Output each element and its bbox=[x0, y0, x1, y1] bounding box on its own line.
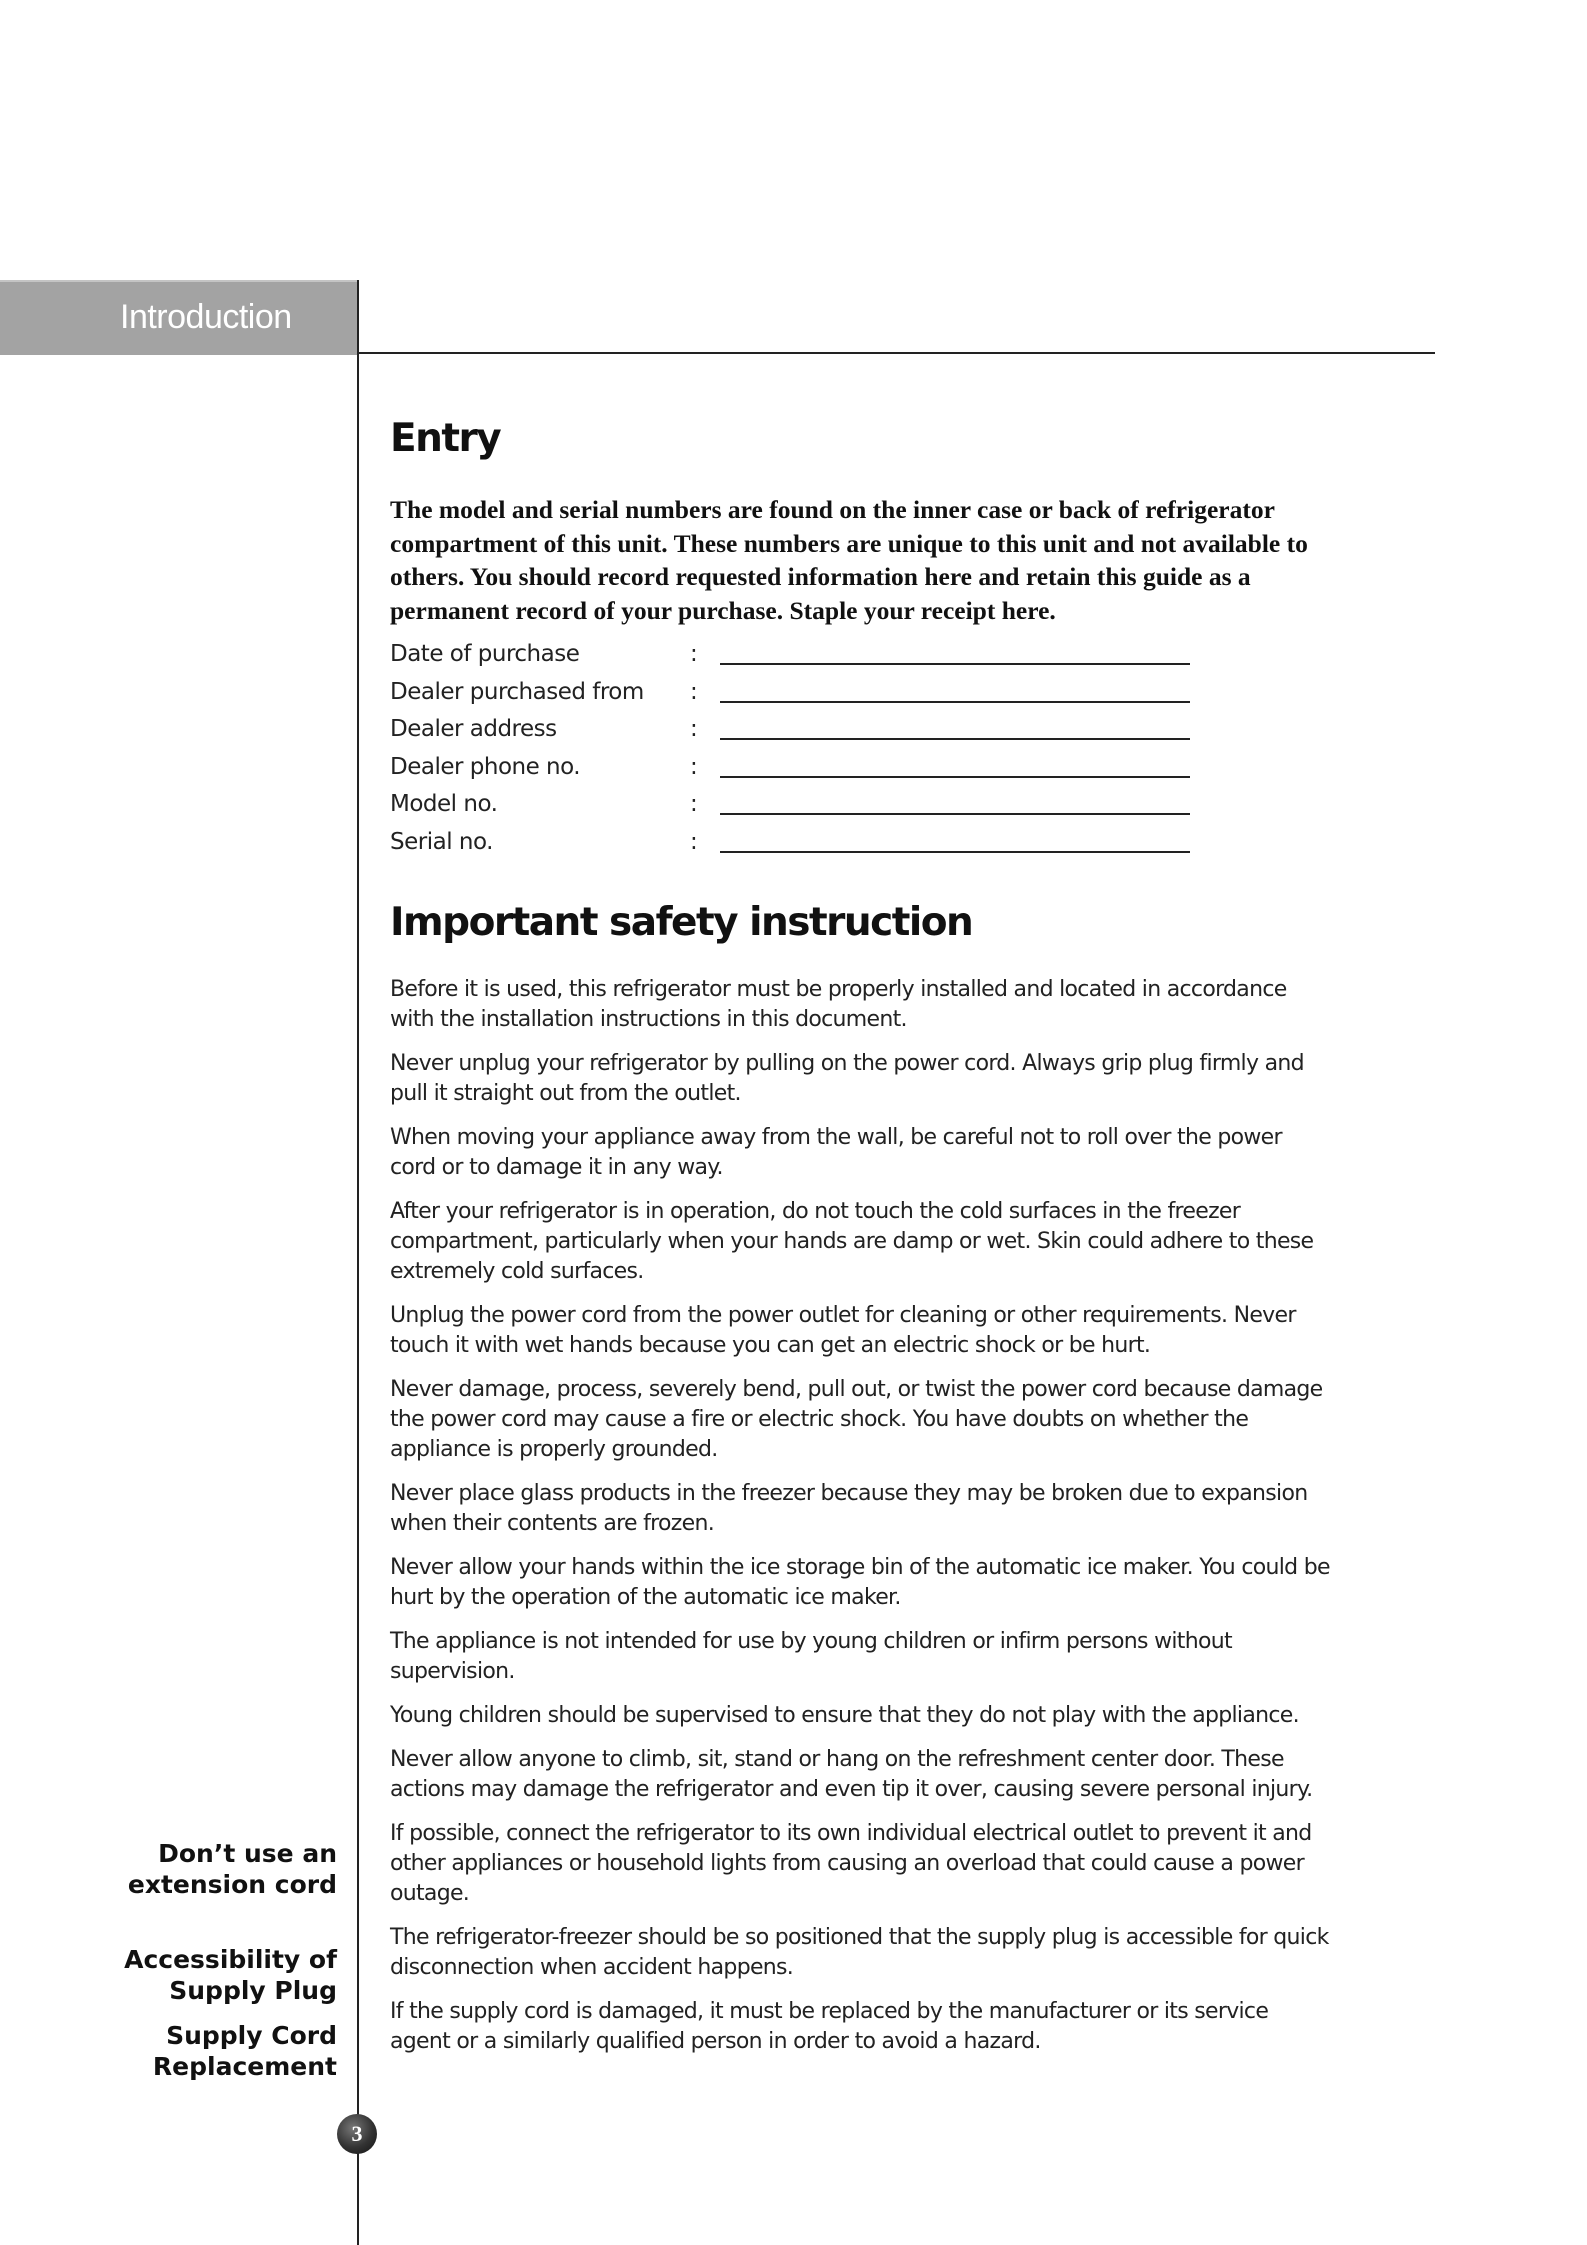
page-number: 3 bbox=[337, 2114, 377, 2154]
side-heading-cord-replacement bbox=[153, 2020, 337, 2082]
side-heading-line: extension cord bbox=[127, 1870, 337, 1899]
safety-paragraph-supply-plug: The refrigerator-freezer should be so positioned that the supply plug is accessible for quick disconnection when accident happens. bbox=[390, 1925, 1329, 1980]
side-heading-extension-cord bbox=[128, 1838, 337, 1900]
safety-paragraph: Never allow your hands within the ice storage bin of the automatic ice maker. You could be hurt by the operation of the automatic ice maker. bbox=[390, 1555, 1330, 1610]
field-colon: : bbox=[690, 753, 698, 780]
field-dealer-phone bbox=[390, 750, 1330, 788]
safety-paragraph-extension-cord: If possible, connect the refrigerator to its own individual electrical outlet to prevent it and other appliances or household lights from causing an overload that could cause a power outage. bbox=[390, 1821, 1312, 1906]
margin-rule bbox=[357, 280, 359, 2245]
fill-in-line bbox=[720, 851, 1190, 853]
fill-in-line bbox=[720, 776, 1190, 778]
fill-in-line bbox=[720, 813, 1190, 815]
record-fields bbox=[390, 637, 1330, 862]
side-heading-line: Supply Cord bbox=[166, 2021, 337, 2050]
side-heading-line: Replacement bbox=[152, 2052, 337, 2081]
field-label: Dealer address bbox=[390, 716, 557, 742]
safety-paragraph: The appliance is not intended for use by young children or infirm persons without supervision. bbox=[390, 1629, 1232, 1684]
field-colon: : bbox=[690, 716, 698, 742]
side-heading-line: Don’t use an bbox=[158, 1839, 337, 1868]
safety-paragraph: Before it is used, this refrigerator must be properly installed and located in accordance with the installation instructions in this document. bbox=[390, 977, 1287, 1032]
field-label: Dealer phone no. bbox=[390, 753, 581, 780]
entry-intro: The model and serial numbers are found on the inner case or back of refrigerator compartment of this unit. These numbers are unique to this unit and not available to others. You should record requested information here and retain this guide as a permanent record of your purchase. Staple your receipt here. bbox=[390, 495, 1308, 625]
field-colon: : bbox=[690, 791, 698, 817]
side-heading-line: Supply Plug bbox=[169, 1976, 337, 2005]
field-colon: : bbox=[690, 828, 698, 855]
section-tab bbox=[0, 280, 357, 355]
field-label: Serial no. bbox=[390, 828, 493, 855]
field-label: Dealer purchased from bbox=[390, 678, 644, 705]
safety-paragraph: Never unplug your refrigerator by pulling on the power cord. Always grip plug firmly and pull it straight out from the outlet. bbox=[390, 1051, 1304, 1106]
safety-paragraph: Never place glass products in the freezer because they may be broken due to expansion when their contents are frozen. bbox=[390, 1481, 1308, 1536]
side-heading-line: Accessibility of bbox=[124, 1945, 337, 1974]
field-label: Date of purchase bbox=[390, 641, 580, 667]
field-colon: : bbox=[690, 678, 698, 705]
field-dealer-purchased-from bbox=[390, 675, 1330, 713]
section-title: Introduction bbox=[120, 298, 292, 336]
safety-paragraph: Never damage, process, severely bend, pull out, or twist the power cord because damage the power cord may cause a fire or electric shock. You have doubts on whether the appliance is properly grounded. bbox=[390, 1377, 1323, 1462]
field-model-no bbox=[390, 787, 1330, 825]
header-rule bbox=[357, 352, 1435, 354]
safety-paragraph: Unplug the power cord from the power outlet for cleaning or other requirements. Never touch it with wet hands because you can get an electric shock or be hurt. bbox=[390, 1303, 1296, 1358]
field-dealer-address bbox=[390, 712, 1330, 750]
field-colon: : bbox=[690, 641, 698, 667]
safety-paragraph: Never allow anyone to climb, sit, stand or hang on the refreshment center door. These actions may damage the refrigerator and even tip it over, causing severe personal injury. bbox=[390, 1747, 1313, 1802]
field-serial-no bbox=[390, 825, 1330, 863]
field-date-of-purchase bbox=[390, 637, 1330, 675]
fill-in-line bbox=[720, 701, 1190, 703]
fill-in-line bbox=[720, 663, 1190, 665]
fill-in-line bbox=[720, 738, 1190, 740]
safety-paragraph: After your refrigerator is in operation, do not touch the cold surfaces in the freezer compartment, particularly when your hands are damp or wet. Skin could adhere to these extremely cold surfaces. bbox=[390, 1199, 1314, 1284]
main-content bbox=[390, 400, 1330, 2071]
safety-title: Important safety instruction bbox=[390, 900, 973, 945]
safety-paragraphs bbox=[390, 975, 1330, 2057]
side-heading-accessibility bbox=[124, 1944, 337, 2006]
safety-paragraph-cord-replacement: If the supply cord is damaged, it must be replaced by the manufacturer or its service agent or a similarly qualified person in order to avoid a hazard. bbox=[390, 1999, 1269, 2054]
safety-paragraph: When moving your appliance away from the wall, be careful not to roll over the power cord or to damage it in any way. bbox=[390, 1125, 1282, 1180]
field-label: Model no. bbox=[390, 791, 498, 817]
entry-title: Entry bbox=[390, 416, 501, 461]
safety-paragraph: Young children should be supervised to ensure that they do not play with the appliance. bbox=[390, 1703, 1299, 1728]
